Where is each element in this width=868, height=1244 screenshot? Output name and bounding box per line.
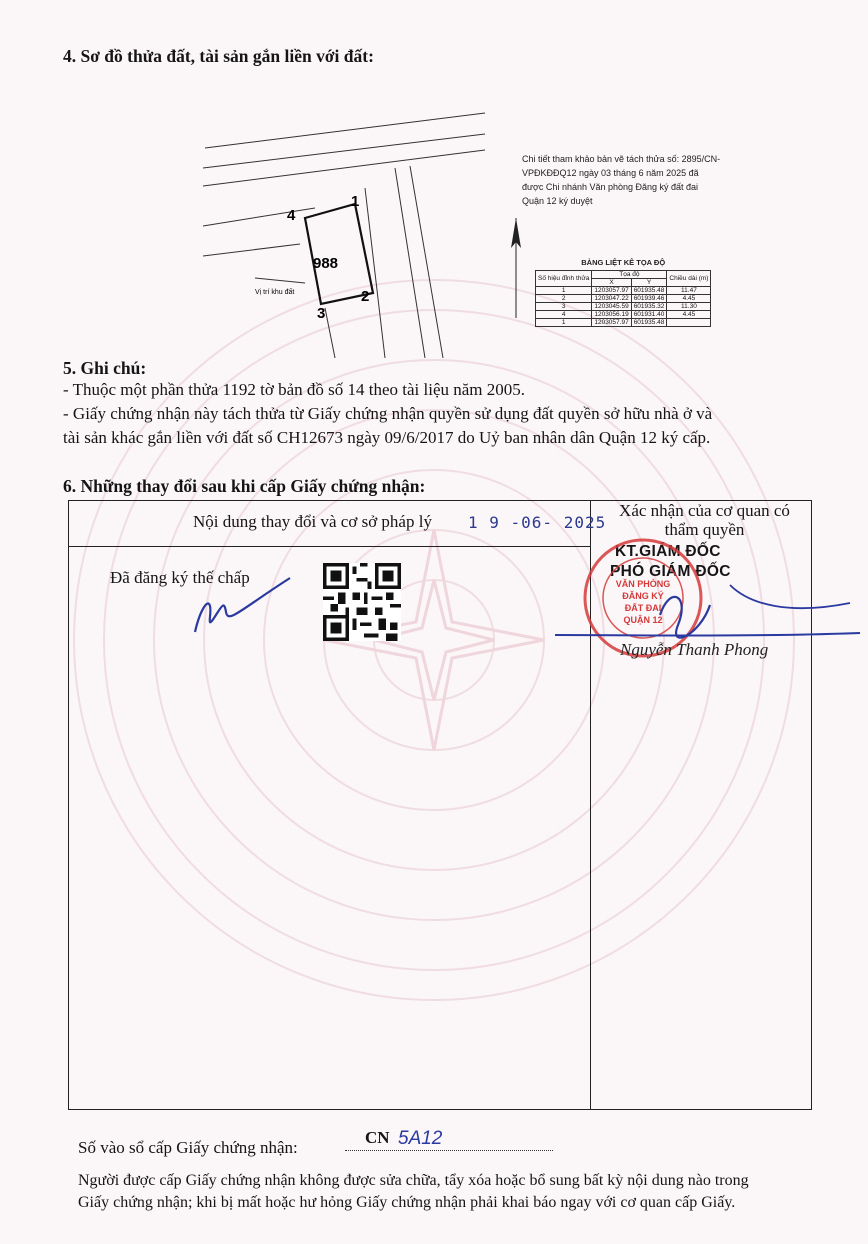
vertex-label-3: 3 — [317, 305, 326, 322]
col-header-y: Y — [631, 279, 667, 287]
seal-line-2: ĐĂNG KÝ — [622, 591, 664, 601]
table-row: 4 1203056.19 601931.40 4.45 — [536, 311, 711, 319]
col-header-x: X — [592, 279, 631, 287]
initial-signature — [180, 570, 305, 640]
signature-title-line-2: PHÓ GIÁM ĐỐC — [610, 563, 731, 580]
north-arrow-icon — [509, 218, 523, 318]
note-line-1: - Thuộc một phần thửa 1192 tờ bản đồ số 14 theo tài liệu năm 2005. — [63, 380, 526, 399]
section-5-notes — [63, 378, 803, 450]
registry-number-label: Số vào sổ cấp Giấy chứng nhận: — [78, 1138, 298, 1157]
table-row: 1 1203057.97 601935.48 — [536, 319, 711, 327]
coordinate-table-block — [535, 258, 711, 327]
section-5-heading: 5. Ghi chú: — [63, 358, 147, 378]
seal-line-1: VĂN PHÒNG — [615, 579, 671, 589]
stamp-date: 1 9 -06- 2025 — [468, 513, 607, 532]
signature-title-line-1: KT.GIÁM ĐỐC — [615, 543, 721, 560]
column-header-content: Nội dung thay đổi và cơ sở pháp lý — [193, 512, 432, 531]
registry-prefix: CN — [365, 1128, 390, 1147]
section-6-heading: 6. Những thay đổi sau khi cấp Giấy chứng nhận: — [63, 476, 426, 496]
mortgage-registered-entry: Đã đăng ký thế chấp — [110, 568, 250, 587]
separation-reference-note: Chi tiết tham khảo bản vẽ tách thửa số: 2895/CN-VPĐKĐĐQ12 ngày 03 tháng 6 năm 2025 đã được Chi nhánh Văn phòng Đăng ký đất đai Quận 12 ký duyệt — [522, 154, 721, 206]
warning-line-2: Giấy chứng nhận; khi bị mất hoặc hư hỏng Giấy chứng nhận phải khai báo ngay với cơ quan cấp Giấy. — [78, 1194, 736, 1211]
seal-line-4: QUẬN 12 — [623, 615, 663, 625]
vertex-label-2: 2 — [361, 288, 370, 305]
coordinate-table-title: BẢNG LIỆT KÊ TỌA ĐỘ — [581, 258, 666, 267]
coordinate-table — [535, 270, 711, 327]
table-row: 2 1203047.22 601939.46 4.45 — [536, 295, 711, 303]
note-line-3: tài sản khác gắn liền với đất số CH12673 ngày 09/6/2017 do Uỷ ban nhân dân Quận 12 ký cấp. — [63, 428, 711, 447]
signer-name: Nguyễn Thanh Phong — [620, 640, 769, 659]
table-row: 3 1203045.59 601935.32 11.30 — [536, 303, 711, 311]
col-header-point: Số hiệu đỉnh thửa — [536, 271, 592, 287]
registry-number: 5A12 — [398, 1128, 443, 1149]
vertex-label-4: 4 — [287, 207, 296, 224]
vertex-label-1: 1 — [351, 193, 360, 210]
location-label: Vị trí khu đất — [255, 289, 295, 296]
warning-line-1: Người được cấp Giấy chứng nhận không được sửa chữa, tẩy xóa hoặc bổ sung bất kỳ nội dung nào trong — [78, 1172, 749, 1189]
parcel-number: 988 — [313, 255, 339, 272]
col-header-coords: Tọa độ — [592, 271, 667, 279]
header-divider — [68, 546, 591, 547]
registry-number-dots — [345, 1150, 553, 1151]
col-header-length: Chiều dài (m) — [667, 271, 711, 287]
table-row: 1 1203057.97 601935.48 11.47 — [536, 287, 711, 295]
footer-warning — [78, 1170, 818, 1214]
seal-line-3: ĐẤT ĐAI — [624, 603, 662, 613]
section-4-heading: 4. Sơ đồ thửa đất, tài sản gắn liền với đất: — [63, 46, 374, 66]
column-header-confirmation: Xác nhận của cơ quan có thẩm quyền — [619, 501, 790, 539]
note-line-2: - Giấy chứng nhận này tách thửa từ Giấy chứng nhận quyền sử dụng đất quyền sở hữu nhà ở và — [63, 404, 713, 423]
parcel-sketch-map — [195, 108, 495, 358]
qr-code — [323, 563, 401, 641]
